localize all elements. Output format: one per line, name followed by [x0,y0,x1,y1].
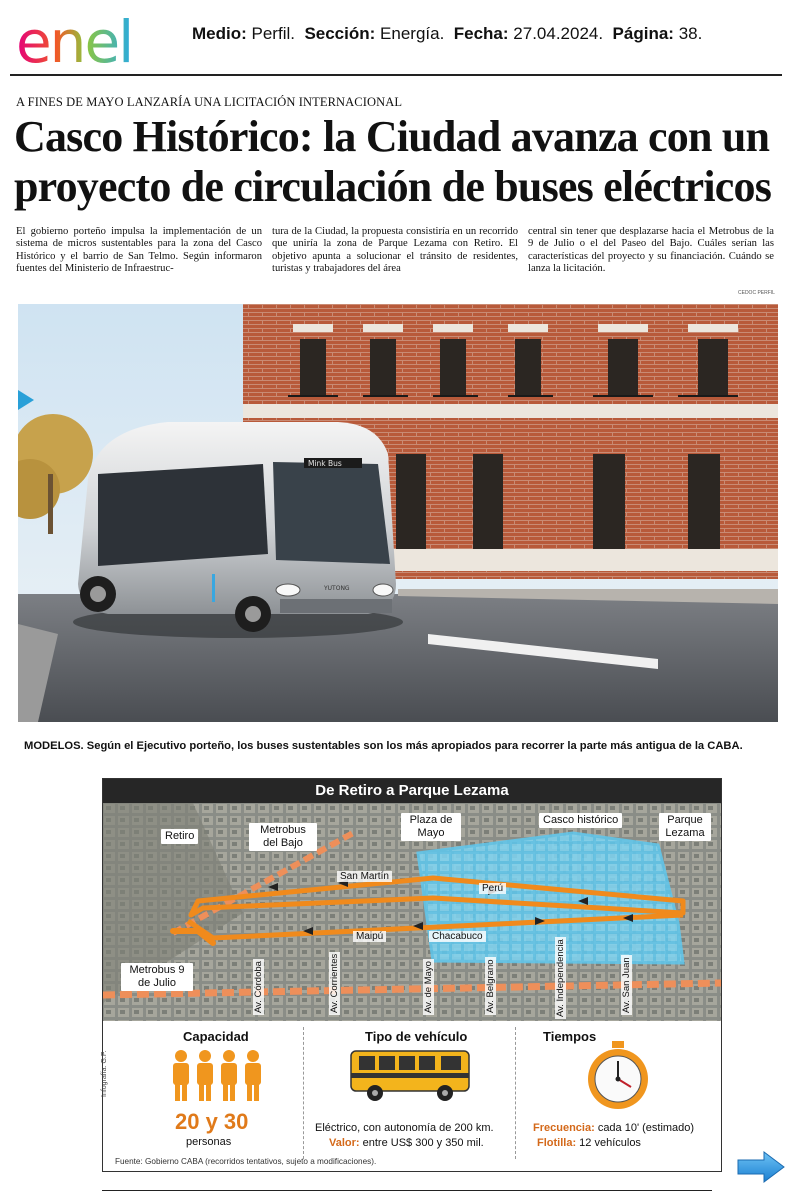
infographic-title: De Retiro a Parque Lezama [103,779,721,803]
label-plaza-de-mayo: Plaza de Mayo [401,813,461,841]
street-maipu: Maipú [353,931,386,942]
seccion-value: Energía. [380,24,445,43]
street-av-independencia: Av. Independencia [555,939,566,1017]
street-peru: Perú [479,883,506,894]
flotilla-label: Flotilla: [537,1137,577,1149]
street-av-belgrano: Av. Belgrano [485,959,496,1013]
pagina-value: 38. [678,24,703,43]
bottom-rule [102,1190,712,1191]
street-av-cordoba: Av. Córdoba [253,961,264,1013]
tiempos-frecuencia [533,1121,694,1135]
bus-sign: Mink Bus [308,459,342,468]
bus-icon [349,1047,471,1103]
tiempos-title: Tiempos [543,1029,597,1044]
fecha-label: Fecha: [453,24,509,43]
next-page-arrow-icon[interactable] [736,1150,786,1184]
vehiculo-valor [329,1136,484,1150]
vehiculo-autonomia: Eléctrico, con autonomía de 200 km. [315,1122,494,1134]
infographic-credit: Infografía: G.P. [101,1050,108,1097]
route-infographic [102,778,722,1172]
article-kicker: A FINES DE MAYO LANZARÍA UNA LICITACIÓN INTERNACIONAL [16,95,403,109]
street-av-san-juan: Av. San Juan [621,957,632,1013]
header-rule [10,74,782,76]
caption-text: Según el Ejecutivo porteño, los buses sustentables son los más apropiados para recorrer la parte más antigua de la CABA. [86,740,743,752]
stopwatch-icon [583,1039,653,1111]
bus-brand: YUTONG [324,585,350,592]
infographic-source: Fuente: Gobierno CABA (recorridos tentativos, sujeto a modificaciones). [115,1157,377,1166]
flotilla-value: 12 vehículos [579,1137,641,1149]
label-metrobus-9-de-julio: Metrobus 9 de Julio [121,963,193,991]
capacidad-title: Capacidad [183,1029,249,1044]
label-parque-lezama: Parque Lezama [659,813,711,841]
caption-lead: MODELOS. [24,740,84,752]
route-map [103,803,721,1021]
street-san-martin: San Martín [337,871,392,882]
article-headline: Casco Histórico: la Ciudad avanza con un proyecto de circulación de buses eléctricos [14,112,772,211]
seccion-label: Sección: [304,24,376,43]
svg-text:enel: enel [16,8,133,72]
tiempos-flotilla [537,1136,641,1150]
vehiculo-title: Tipo de vehículo [365,1029,468,1044]
enel-logo [14,8,182,72]
frecuencia-value: cada 10' (estimado) [597,1122,695,1134]
street-chacabuco: Chacabuco [429,931,486,942]
bus-photo [18,304,778,722]
frecuencia-label: Frecuencia: [533,1122,595,1134]
label-metrobus-bajo: Metrobus del Bajo [249,823,317,851]
article-column-1: El gobierno porteño impulsa la implementación de un sistema de micros sustentables para la zona del Casco Histórico y el barrio de San Telmo. Según informaron fuentes del Ministerio de Infraestruc- [16,226,262,274]
valor-label: Valor: [329,1137,360,1149]
photo-credit: CEDOC PERFIL [738,290,775,296]
panel-divider-2 [515,1027,516,1159]
medio-value: Perfil. [251,24,295,43]
street-av-corrientes: Av. Corrientes [329,953,340,1013]
photo-caption [24,740,743,752]
pagina-label: Página: [612,24,674,43]
capacidad-unit: personas [186,1136,232,1148]
people-icon [169,1047,265,1103]
publication-meta [192,24,702,44]
label-retiro: Retiro [161,829,198,844]
article-column-3: central sin tener que desplazarse hacia el Metrobus de la 9 de Julio o el del Paseo del Bajo. Cuáles serían las características del proyecto y su financiación. Cuándo se lanza la licitación. [528,226,774,274]
article-column-2: tura de la Ciudad, la propuesta consistiría en un recorrido que uniría la zona de Parque Lezama con Retiro. El objetivo apunta a solucionar el tránsito de residentes, turistas y trabajadores del área [272,226,518,274]
street-av-de-mayo: Av. de Mayo [423,961,434,1013]
valor-value: entre US$ 300 y 350 mil. [362,1137,484,1149]
label-casco-historico: Casco histórico [539,813,622,828]
panel-divider-1 [303,1027,304,1159]
fecha-value: 27.04.2024. [513,24,604,43]
medio-label: Medio: [192,24,247,43]
capacidad-value: 20 y 30 [175,1109,249,1134]
